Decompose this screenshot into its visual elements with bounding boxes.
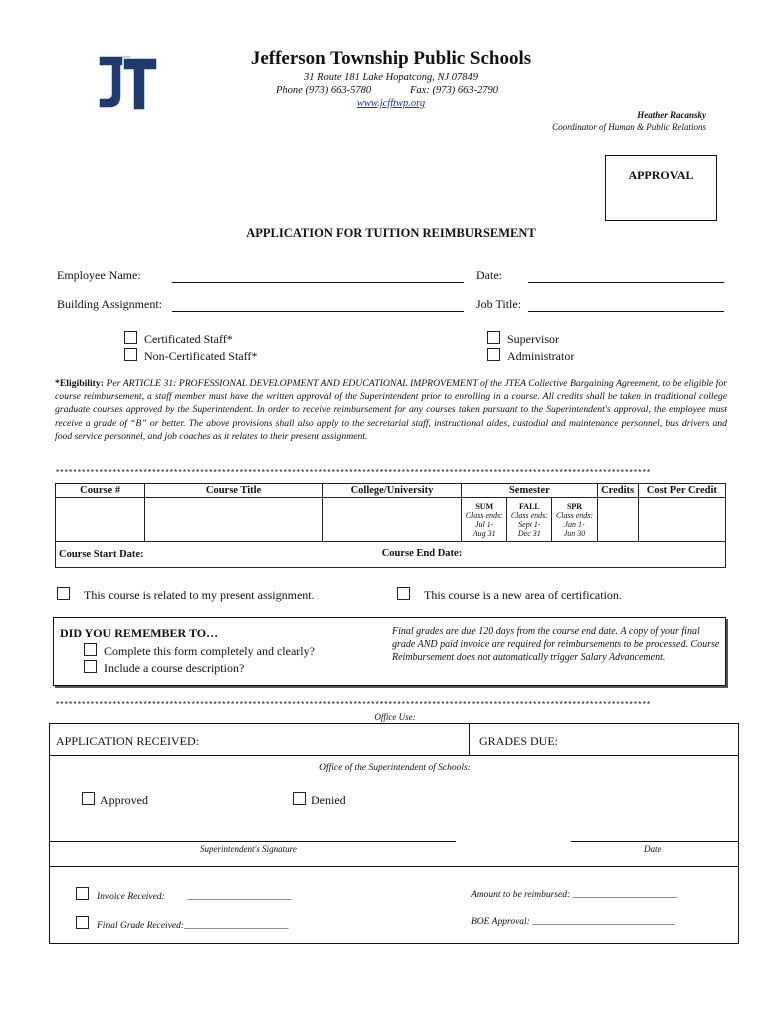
school-website-link[interactable]: www.jcfftwp.org (356, 98, 426, 109)
semester-range-end: Jun 30 (563, 528, 586, 538)
checkbox[interactable] (84, 660, 97, 673)
option-label: Administrator (507, 349, 575, 363)
signature-line[interactable] (50, 841, 456, 842)
contact-name: Heather Racansky (637, 110, 706, 120)
application-received-label: APPLICATION RECEIVED: (56, 734, 199, 748)
date-sign-label: Date (644, 844, 662, 854)
course-start-date-label: Course Start Date: (59, 549, 144, 560)
option-label: Approved (100, 793, 148, 807)
approval-box (605, 155, 717, 221)
option-label: This course is a new area of certification. (424, 588, 622, 602)
col-semester: Semester (462, 484, 597, 498)
application-received-field[interactable] (50, 724, 470, 756)
semester-name: SUM (475, 501, 494, 511)
superintendent-office-label: Office of the Superintendent of Schools: (319, 763, 471, 773)
invoice-received-label: Invoice Received: (97, 892, 165, 902)
semester-range-start: Jul 1- (475, 519, 494, 529)
course-end-date-label: Course End Date: (381, 548, 463, 559)
cost-per-credit-cell[interactable] (638, 498, 725, 542)
reminder-item-complete[interactable] (84, 643, 315, 659)
checkbox[interactable] (82, 792, 95, 805)
eligibility-label: *Eligibility: (55, 378, 104, 389)
separator-stars: **************************************************************************************************************************************** (55, 469, 651, 478)
reminder-title: DID YOU REMEMBER TO… (60, 626, 219, 640)
semester-ends: Class ends: (555, 510, 594, 520)
amount-reimbursed-field[interactable]: Amount to be reimbursed: ______________________ (471, 890, 677, 900)
administrator-option[interactable] (487, 348, 574, 364)
employee-name-field[interactable] (172, 282, 464, 283)
eligibility-text: Per ARTICLE 31: PROFESSIONAL DEVELOPMENT AND EDUCATIONAL IMPROVEMENT of the JTEA Collective Bargaining Agreement, to be eligible for course reimbursement, a staff member must have the written approval of the Superintendent prior to enrolling in a course. All credits shall be taken in traditional college graduate courses approved by the Superintendent. In order to receive reimbursement for any courses taken pursuant to the Superintendent's approval, the employee must receive a grade of “B” or better. The above provisions shall also apply to the secretarial staff, instructional aides, custodial and maintenance personnel, bus drivers and food service personnel, and job coaches as it relates to their present assignment. (55, 378, 728, 442)
course-table (55, 483, 726, 568)
semester-summer[interactable] (462, 498, 507, 542)
col-course-number: Course # (56, 484, 145, 498)
separator-stars-office: **************************************************************************************************************************************** (55, 701, 651, 710)
reminder-item-description[interactable] (84, 660, 244, 676)
checkbox[interactable] (487, 348, 500, 361)
col-cost-per-credit: Cost Per Credit (638, 484, 725, 498)
reminder-item-label: Include a course description? (104, 661, 245, 675)
building-assignment-field[interactable] (172, 311, 464, 312)
col-college: College/University (322, 484, 461, 498)
final-grade-received-option[interactable] (76, 916, 289, 931)
contact-title: Coordinator of Human & Public Relations (552, 122, 706, 132)
denied-option[interactable] (293, 792, 346, 808)
lower-divider (50, 866, 738, 867)
job-title-label: Job Title: (476, 297, 522, 311)
final-grade-received-blank[interactable]: ______________________ (184, 921, 289, 931)
credits-cell[interactable] (597, 498, 638, 542)
course-end-date-cell[interactable] (381, 542, 726, 568)
semester-name: FALL (519, 501, 540, 511)
date-label: Date: (476, 268, 502, 282)
school-fax: Fax: (973) 663-2790 (410, 85, 499, 96)
approval-label: APPROVAL (628, 168, 694, 182)
option-label: Certificated Staff* (144, 332, 233, 346)
certificated-staff-option[interactable] (124, 331, 233, 347)
course-title-cell[interactable] (145, 498, 323, 542)
college-cell[interactable] (322, 498, 461, 542)
approved-option[interactable] (82, 792, 148, 808)
checkbox[interactable] (397, 587, 410, 600)
office-use-box (49, 723, 739, 944)
semester-range-start: Sept 1- (518, 519, 541, 529)
semester-range-start: Jan 1- (564, 519, 585, 529)
checkbox[interactable] (76, 887, 89, 900)
date-line[interactable] (571, 841, 739, 842)
checkbox[interactable] (57, 587, 70, 600)
option-label: This course is related to my present assignment. (84, 588, 315, 602)
semester-ends: Class ends: (510, 510, 548, 520)
form-title: APPLICATION FOR TUITION REIMBURSEMENT (246, 226, 536, 240)
date-field[interactable] (528, 282, 724, 283)
new-certification-option[interactable] (397, 587, 622, 603)
checkbox[interactable] (293, 792, 306, 805)
reminder-box (53, 617, 726, 686)
option-label: Non-Certificated Staff* (144, 349, 258, 363)
supervisor-option[interactable] (487, 331, 559, 347)
signature-label: Superintendent's Signature (200, 844, 297, 854)
col-course-title: Course Title (145, 484, 323, 498)
course-number-cell[interactable] (56, 498, 145, 542)
semester-name: SPR (566, 501, 583, 511)
option-label: Supervisor (507, 332, 559, 346)
school-title: Jefferson Township Public Schools (250, 48, 532, 69)
eligibility-paragraph (55, 377, 727, 443)
checkbox[interactable] (487, 331, 500, 344)
semester-ends: Class ends: (465, 510, 503, 520)
semester-fall[interactable] (507, 498, 552, 542)
semester-range-end: Aug 31 (472, 528, 496, 538)
invoice-received-option[interactable] (76, 887, 292, 902)
related-assignment-option[interactable] (57, 587, 315, 603)
semester-range-end: Dec 31 (517, 528, 541, 538)
reminder-note: Final grades are due 120 days from the course end date. A copy of your final grade AND paid invoice are required for reimbursements to be processed. Course Reimbursement does not automatically trigger Salary Advancement. (392, 626, 720, 663)
col-credits: Credits (597, 484, 638, 498)
option-label: Denied (311, 793, 346, 807)
school-address: 31 Route 181 Lake Hopatcong, NJ 07849 (303, 72, 479, 83)
boe-approval-field[interactable]: BOE Approval: ______________________________ (471, 917, 675, 927)
invoice-received-blank[interactable]: ______________________ (187, 892, 292, 902)
checkbox[interactable] (124, 348, 137, 361)
grades-due-field[interactable] (470, 724, 738, 756)
checkbox[interactable] (76, 916, 89, 929)
reminder-item-label: Complete this form completely and clearly? (104, 644, 315, 658)
final-grade-received-label: Final Grade Received: (97, 921, 185, 931)
checkbox[interactable] (84, 643, 97, 656)
school-phone: Phone (973) 663-5780 (276, 85, 372, 96)
job-title-field[interactable] (528, 311, 724, 312)
building-assignment-label: Building Assignment: (57, 297, 163, 311)
office-use-label: Office Use: (374, 712, 416, 722)
semester-spring[interactable] (552, 498, 597, 542)
non-certificated-staff-option[interactable] (124, 348, 257, 364)
grades-due-label: GRADES DUE: (479, 734, 559, 748)
checkbox[interactable] (124, 331, 137, 344)
employee-name-label: Employee Name: (57, 268, 141, 282)
